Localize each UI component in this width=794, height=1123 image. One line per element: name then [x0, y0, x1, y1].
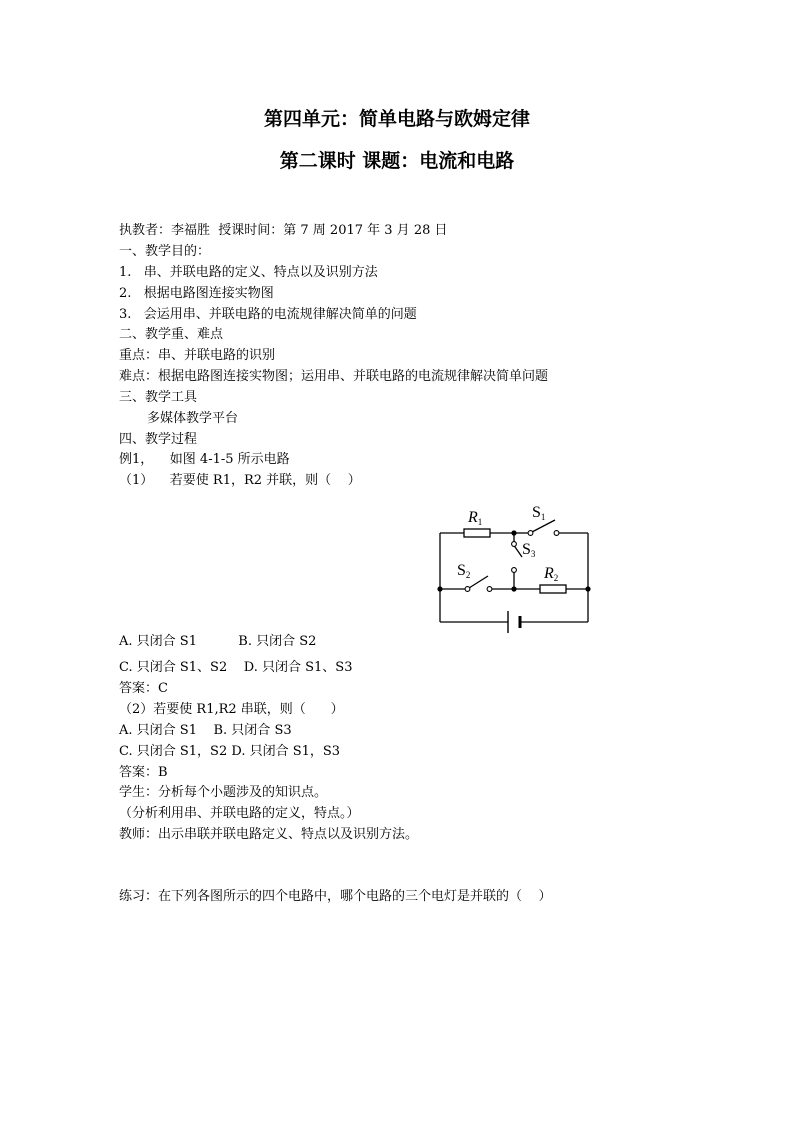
switch-s2-blade — [469, 576, 488, 588]
section-heading-objectives: 一、教学目的： — [119, 244, 211, 259]
r1-label: R1 — [468, 509, 483, 527]
example-heading: 例1， 如图 4-1-5 所示电路 — [119, 452, 290, 467]
key-point: 重点：串、并联电路的识别 — [119, 348, 276, 363]
s2-label: S2 — [457, 562, 471, 580]
resistor-r2 — [540, 585, 566, 593]
circuit-diagram — [432, 500, 602, 640]
student-activity: 学生：分析每个小题涉及的知识点。 — [119, 785, 328, 800]
question-2: （2）若要使 R1,R2 串联，则（ ） — [119, 702, 344, 717]
objective-item: 3. 会运用串、并联电路的电流规律解决简单的问题 — [119, 307, 417, 322]
section-heading-tools: 三、教学工具 — [119, 390, 198, 405]
teacher-activity: 教师：出示串联并联电路定义、特点以及识别方法。 — [119, 827, 419, 842]
question-1: （1） 若要使 R1，R2 并联，则（ ） — [119, 473, 361, 488]
q2-answer: 答案：B — [119, 765, 168, 780]
teacher-info: 执教者：李福胜 授课时间：第 7 周 2017 年 3 月 28 日 — [119, 223, 448, 238]
resistor-r1 — [464, 529, 490, 537]
s3-label: S3 — [522, 541, 536, 559]
section-heading-focus: 二、教学重、难点 — [119, 327, 224, 342]
tool-item: 多媒体教学平台 — [147, 411, 239, 426]
q1-options-cd: C. 只闭合 S1、S2 D. 只闭合 S1、S3 — [119, 660, 353, 675]
q1-options-ab: A. 只闭合 S1 B. 只闭合 S2 — [119, 634, 317, 649]
r2-label: R2 — [544, 565, 559, 583]
s1-label: S1 — [532, 504, 546, 522]
q2-options-cd: C. 只闭合 S1，S2 D. 只闭合 S1，S3 — [119, 744, 341, 759]
difficult-point: 难点：根据电路图连接实物图；运用串、并联电路的电流规律解决简单问题 — [119, 369, 549, 384]
objective-item: 1. 串、并联电路的定义、特点以及识别方法 — [119, 265, 378, 280]
q2-options-ab: A. 只闭合 S1 B. 只闭合 S3 — [119, 723, 292, 738]
student-analysis: （分析利用串、并联电路的定义，特点。） — [119, 806, 360, 821]
objective-item: 2. 根据电路图连接实物图 — [119, 286, 274, 301]
section-heading-process: 四、教学过程 — [119, 432, 198, 447]
page-title: 第四单元：简单电路与欧姆定律 — [263, 108, 530, 130]
page-subtitle: 第二课时 课题：电流和电路 — [279, 150, 515, 172]
q1-answer: 答案：C — [119, 681, 168, 696]
practice-question: 练习：在下列各图所示的四个电路中，哪个电路的三个电灯是并联的（ ） — [119, 889, 552, 904]
